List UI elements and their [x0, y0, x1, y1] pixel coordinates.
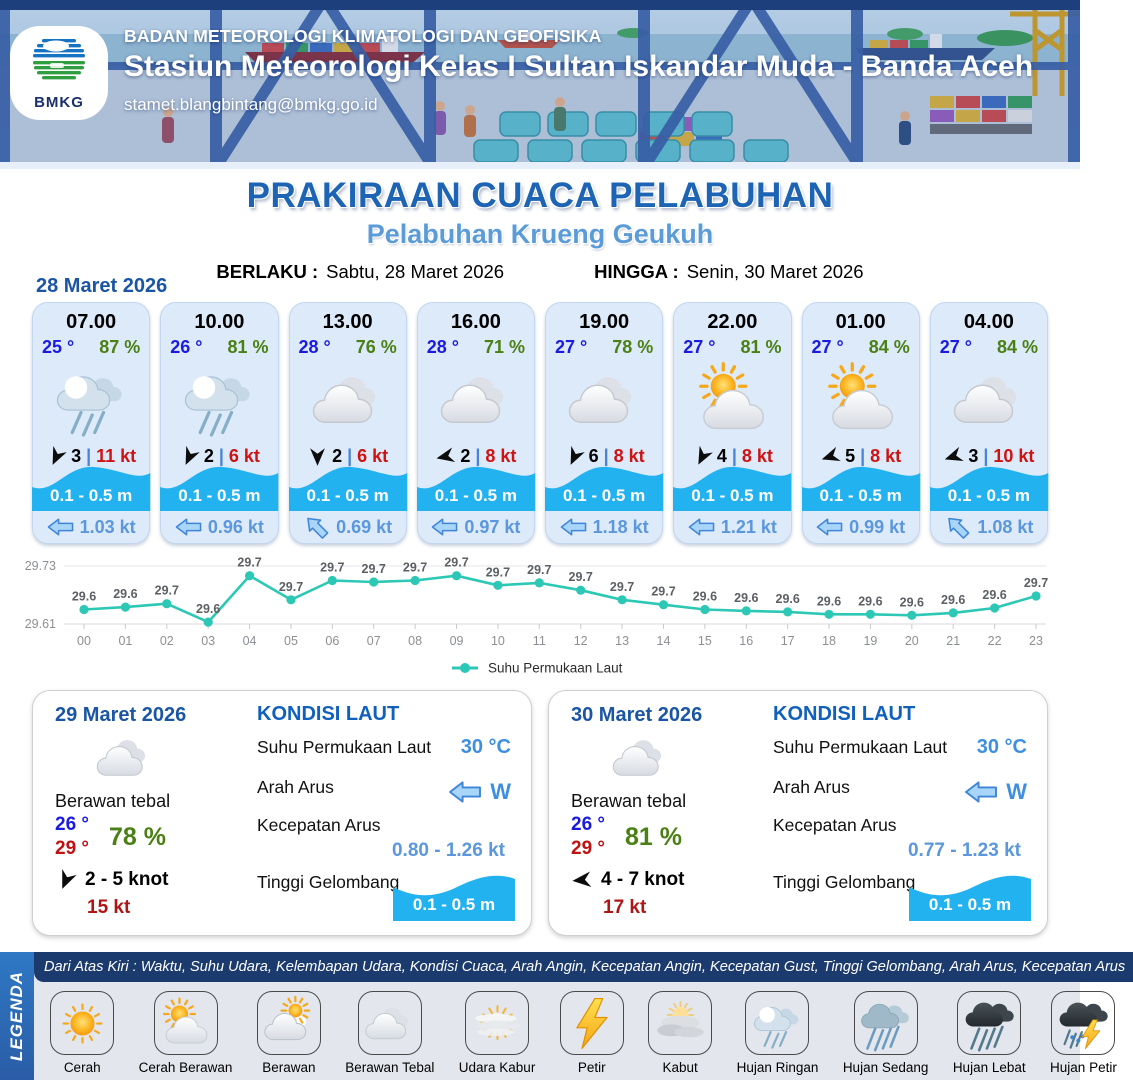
berawan-tebal-icon — [358, 991, 422, 1055]
forecast-time: 07.00 — [66, 311, 117, 333]
hujan-ringan-icon — [745, 991, 809, 1055]
current-speed-label: Kecepatan Arus — [257, 815, 381, 835]
wave-height-band — [909, 869, 1031, 921]
station-name: Stasiun Meteorologi Kelas I Sultan Iskandar Muda - Banda Aceh — [124, 50, 1034, 83]
svg-text:22: 22 — [987, 634, 1002, 648]
humidity: 84 % — [868, 337, 910, 357]
current-direction-icon — [47, 517, 74, 537]
cerah-berawan-icon — [154, 991, 218, 1055]
svg-text:29.7: 29.7 — [320, 560, 345, 575]
svg-text:14: 14 — [656, 634, 671, 648]
wave-height: 0.1 - 0.5 m — [691, 486, 774, 505]
forecast-date: 28 Maret 2026 — [36, 275, 168, 297]
svg-text:29.6: 29.6 — [113, 587, 138, 602]
sst-chart-svg — [0, 548, 1080, 684]
sst-value: 30 °C — [460, 736, 511, 758]
forecast-card — [417, 302, 535, 544]
current-direction-value: W — [1006, 779, 1027, 804]
current-speed-value: 0.77 - 1.23 kt — [907, 840, 1021, 861]
forecast-card — [802, 302, 920, 544]
wind-speed: 2 — [460, 445, 471, 466]
hingga-value: Senin, 30 Maret 2026 — [686, 261, 864, 282]
svg-text:07: 07 — [366, 634, 381, 648]
divider: | — [475, 445, 481, 466]
svg-text:00: 00 — [77, 634, 91, 648]
humidity: 81 % — [740, 337, 782, 357]
current-speed-value: 0.80 - 1.26 kt — [391, 840, 505, 861]
current-direction-icon — [816, 517, 843, 537]
humidity: 76 % — [355, 337, 397, 357]
air-temp: 26 ° — [170, 337, 203, 357]
svg-text:29.7: 29.7 — [527, 562, 552, 577]
sst-value: 30 °C — [976, 736, 1027, 758]
wave-height: 0.1 - 0.5 m — [819, 486, 902, 505]
gust-speed: 6 kt — [357, 445, 389, 466]
forecast-cards-row — [32, 302, 1048, 544]
wave-height-label: Tinggi Gelombang — [257, 872, 400, 892]
forecast-card — [160, 302, 278, 544]
agency-name: BADAN METEOROLOGI KLIMATOLOGI DAN GEOFISIKA — [124, 26, 602, 46]
current-direction-label: Arah Arus — [257, 776, 334, 797]
weather-icon — [161, 358, 277, 442]
weather-icon — [418, 358, 534, 442]
berawan-icon — [257, 991, 321, 1055]
air-temp: 27 ° — [811, 337, 844, 357]
svg-text:29.7: 29.7 — [568, 570, 593, 585]
weather-icon — [290, 358, 406, 442]
wind-range: 2 - 5 knot — [85, 869, 169, 890]
cerah-icon — [50, 991, 114, 1055]
wave-height-value: 0.1 - 0.5 m — [928, 895, 1012, 914]
berlaku-label: BERLAKU : — [216, 261, 319, 282]
weather-icon — [33, 358, 149, 442]
weather-icon — [546, 358, 662, 442]
svg-text:29.7: 29.7 — [444, 555, 469, 570]
humidity: 81 % — [625, 822, 682, 851]
forecast-card — [545, 302, 663, 544]
forecast-time: 04.00 — [963, 311, 1014, 333]
svg-text:21: 21 — [946, 634, 961, 648]
air-temp: 27 ° — [683, 337, 716, 357]
svg-text:16: 16 — [739, 634, 754, 648]
sea-conditions-heading: KONDISI LAUT — [773, 703, 916, 725]
page-subtitle: Pelabuhan Krueng Geukuh — [366, 219, 714, 249]
gust-speed: 17 kt — [603, 897, 647, 918]
day-date: 29 Maret 2026 — [55, 704, 187, 726]
svg-text:29.6: 29.6 — [692, 589, 718, 604]
svg-text:29.7: 29.7 — [1023, 576, 1049, 590]
current-direction-icon — [303, 517, 330, 537]
wind-speed: 6 — [588, 445, 599, 466]
udara-kabur-icon — [465, 991, 529, 1055]
weather-condition: Berawan tebal — [571, 791, 687, 811]
divider: | — [731, 445, 737, 466]
air-temp: 28 ° — [426, 337, 459, 357]
wave-height-value: 0.1 - 0.5 m — [412, 895, 496, 914]
current-direction-icon — [560, 517, 587, 537]
sst-chart — [0, 548, 1080, 684]
svg-text:01: 01 — [118, 634, 133, 648]
weather-icon — [674, 358, 790, 442]
hujan-sedang-icon — [854, 991, 918, 1055]
humidity: 78 % — [612, 337, 654, 357]
gust-speed: 8 kt — [613, 445, 645, 466]
sst-label: Suhu Permukaan Laut — [773, 737, 948, 757]
gust-speed: 8 kt — [741, 445, 773, 466]
current-direction-label: Arah Arus — [773, 776, 850, 797]
weather-icon — [597, 727, 683, 789]
divider: | — [218, 445, 224, 466]
gust-speed: 15 kt — [87, 897, 131, 918]
legend-items — [34, 982, 1133, 1080]
day-card — [548, 690, 1048, 936]
current-speed: 0.97 kt — [464, 516, 521, 537]
temp-max: 29 ° — [55, 838, 90, 859]
svg-text:20: 20 — [904, 634, 919, 648]
wave-height: 0.1 - 0.5 m — [50, 486, 133, 505]
svg-text:29.7: 29.7 — [402, 560, 428, 575]
svg-text:29.7: 29.7 — [361, 562, 386, 576]
current-speed: 0.99 kt — [849, 516, 906, 537]
petir-icon — [560, 991, 624, 1055]
current-direction-icon — [688, 517, 715, 537]
bmkg-logo-text: BMKG — [34, 94, 84, 111]
temp-max: 29 ° — [571, 838, 606, 859]
divider: | — [86, 445, 92, 466]
bmkg-logo — [10, 26, 108, 120]
legend-item: Cerah — [50, 991, 114, 1075]
svg-text:29.6: 29.6 — [71, 589, 97, 604]
humidity: 78 % — [109, 822, 166, 851]
current-speed: 1.18 kt — [592, 516, 649, 537]
wind-speed: 2 — [332, 445, 343, 466]
svg-text:05: 05 — [284, 634, 298, 648]
svg-text:23: 23 — [1029, 634, 1043, 648]
day-cards-row — [32, 690, 1048, 936]
wave-height: 0.1 - 0.5 m — [178, 486, 261, 505]
weather-icon — [803, 358, 919, 442]
wave-height: 0.1 - 0.5 m — [947, 486, 1030, 505]
wind-direction-icon — [571, 869, 593, 891]
legend-description: Dari Atas Kiri : Waktu, Suhu Udara, Kelembapan Udara, Kondisi Cuaca, Arah Angin, Kecepatan Angin, Kecepatan Gust, Tinggi Gelombang, Arah Arus, Kecepatan Arus — [34, 952, 1133, 982]
humidity: 71 % — [483, 337, 525, 357]
berlaku-value: Sabtu, 28 Maret 2026 — [326, 261, 505, 282]
current-direction-value: W — [490, 779, 511, 804]
current-direction-icon — [175, 517, 202, 537]
svg-text:29.6: 29.6 — [816, 594, 842, 609]
wave-height-band — [930, 457, 1048, 511]
air-temp: 25 ° — [42, 337, 75, 357]
svg-text:29.6: 29.6 — [734, 590, 759, 605]
svg-text:29.61: 29.61 — [24, 617, 56, 631]
wave-height-band — [160, 457, 278, 511]
svg-text:29.7: 29.7 — [237, 555, 262, 570]
divider: | — [603, 445, 609, 466]
current-direction-icon — [431, 517, 458, 537]
svg-text:17: 17 — [780, 634, 795, 648]
svg-text:29.7: 29.7 — [609, 579, 635, 594]
svg-text:29.6: 29.6 — [196, 602, 221, 617]
divider: | — [983, 445, 989, 466]
legend-band — [0, 952, 34, 1080]
current-speed: 0.69 kt — [336, 516, 393, 537]
svg-text:29.6: 29.6 — [941, 592, 966, 607]
wave-height: 0.1 - 0.5 m — [306, 486, 389, 505]
title-block — [0, 172, 1080, 283]
svg-text:Suhu Permukaan Laut: Suhu Permukaan Laut — [488, 660, 623, 676]
hingga-label: HINGGA : — [594, 261, 679, 282]
forecast-card — [32, 302, 150, 544]
divider: | — [347, 445, 353, 466]
current-speed: 0.96 kt — [207, 516, 264, 537]
legend-item: Hujan Sedang — [843, 991, 929, 1075]
header-banner — [0, 0, 1080, 162]
wave-height-band — [32, 457, 150, 511]
forecast-card — [289, 302, 407, 544]
svg-text:09: 09 — [449, 634, 464, 648]
current-speed: 1.08 kt — [977, 516, 1034, 537]
day-date: 30 Maret 2026 — [571, 704, 703, 726]
forecast-card — [930, 302, 1048, 544]
wave-height-band — [393, 869, 515, 921]
wind-range: 4 - 7 knot — [601, 869, 685, 890]
wind-speed: 2 — [203, 445, 214, 466]
svg-text:12: 12 — [573, 634, 588, 648]
wave-height-label: Tinggi Gelombang — [773, 872, 916, 892]
legend-item: Petir — [560, 991, 624, 1075]
legend-item: Berawan — [257, 991, 321, 1075]
svg-text:03: 03 — [201, 634, 216, 648]
current-direction-icon — [448, 780, 482, 804]
air-temp: 27 ° — [939, 337, 972, 357]
sst-label: Suhu Permukaan Laut — [257, 737, 432, 757]
forecast-time: 16.00 — [450, 311, 501, 333]
air-temp: 28 ° — [298, 337, 331, 357]
legend-item: Berawan Tebal — [345, 991, 434, 1075]
forecast-time: 19.00 — [579, 311, 630, 333]
legend-item: Hujan Lebat — [953, 991, 1026, 1075]
humidity: 84 % — [996, 337, 1038, 357]
hujan-petir-icon — [1051, 991, 1115, 1055]
gust-speed: 8 kt — [485, 445, 517, 466]
wave-height-band — [673, 457, 791, 511]
wind-speed: 4 — [716, 445, 727, 466]
legend-item: Hujan Petir — [1050, 991, 1117, 1075]
air-temp: 27 ° — [555, 337, 588, 357]
day-card — [32, 690, 532, 936]
temp-min: 26 ° — [571, 814, 606, 835]
wind-speed: 3 — [968, 445, 979, 466]
wave-height-band — [545, 457, 663, 511]
header-divider — [0, 162, 1080, 169]
svg-text:19: 19 — [863, 634, 878, 648]
legend-band-label: LEGENDA — [7, 970, 26, 1062]
svg-text:29.6: 29.6 — [899, 595, 924, 610]
divider: | — [860, 445, 866, 466]
humidity: 81 % — [227, 337, 269, 357]
hujan-lebat-icon — [957, 991, 1021, 1055]
weather-icon — [931, 358, 1047, 442]
svg-text:08: 08 — [408, 634, 423, 648]
wind-direction-icon — [55, 869, 77, 891]
station-email: stamet.blangbintang@bmkg.go.id — [124, 95, 378, 114]
current-speed: 1.21 kt — [720, 516, 777, 537]
legend-item: Kabut — [648, 991, 712, 1075]
svg-text:15: 15 — [697, 634, 712, 648]
forecast-card — [673, 302, 791, 544]
wind-speed: 3 — [71, 445, 82, 466]
gust-speed: 6 kt — [228, 445, 260, 466]
gust-speed: 10 kt — [993, 445, 1035, 466]
forecast-time: 13.00 — [322, 311, 373, 333]
wave-height: 0.1 - 0.5 m — [563, 486, 646, 505]
forecast-time: 01.00 — [835, 311, 886, 333]
humidity: 87 % — [99, 337, 141, 357]
bmkg-logo-mark — [28, 35, 90, 93]
svg-text:29.6: 29.6 — [858, 594, 883, 609]
wave-height-band — [802, 457, 920, 511]
legend-section — [0, 952, 1126, 1080]
current-speed-label: Kecepatan Arus — [773, 815, 897, 835]
weather-condition: Berawan tebal — [55, 791, 171, 811]
gust-speed: 8 kt — [870, 445, 902, 466]
svg-text:04: 04 — [242, 634, 257, 648]
svg-text:18: 18 — [822, 634, 836, 648]
svg-text:29.7: 29.7 — [485, 565, 511, 580]
wave-height: 0.1 - 0.5 m — [434, 486, 517, 505]
legend-item: Cerah Berawan — [139, 991, 233, 1075]
svg-text:29.6: 29.6 — [982, 588, 1007, 602]
forecast-time: 10.00 — [194, 311, 245, 333]
gust-speed: 11 kt — [96, 445, 137, 466]
svg-text:11: 11 — [532, 634, 546, 648]
svg-text:29.7: 29.7 — [651, 584, 676, 599]
wind-speed: 5 — [845, 445, 856, 466]
sea-conditions-heading: KONDISI LAUT — [257, 703, 400, 725]
weather-icon — [81, 727, 167, 789]
svg-text:10: 10 — [490, 634, 505, 648]
current-direction-icon — [944, 517, 971, 537]
svg-text:02: 02 — [159, 634, 174, 648]
legend-item: Hujan Ringan — [737, 991, 819, 1075]
svg-text:29.7: 29.7 — [154, 583, 179, 598]
svg-text:13: 13 — [615, 634, 630, 648]
temp-min: 26 ° — [55, 814, 90, 835]
legend-item: Udara Kabur — [459, 991, 536, 1075]
svg-text:29.73: 29.73 — [24, 559, 56, 573]
svg-text:29.7: 29.7 — [278, 579, 304, 594]
forecast-time: 22.00 — [707, 311, 758, 333]
svg-text:29.6: 29.6 — [775, 591, 800, 606]
current-speed: 1.03 kt — [79, 516, 136, 537]
wave-height-band — [289, 457, 407, 511]
kabut-icon — [648, 991, 712, 1055]
current-direction-icon — [964, 780, 998, 804]
wave-height-band — [417, 457, 535, 511]
svg-text:06: 06 — [325, 634, 340, 648]
page-title: PRAKIRAAN CUACA PELABUHAN — [246, 176, 834, 215]
